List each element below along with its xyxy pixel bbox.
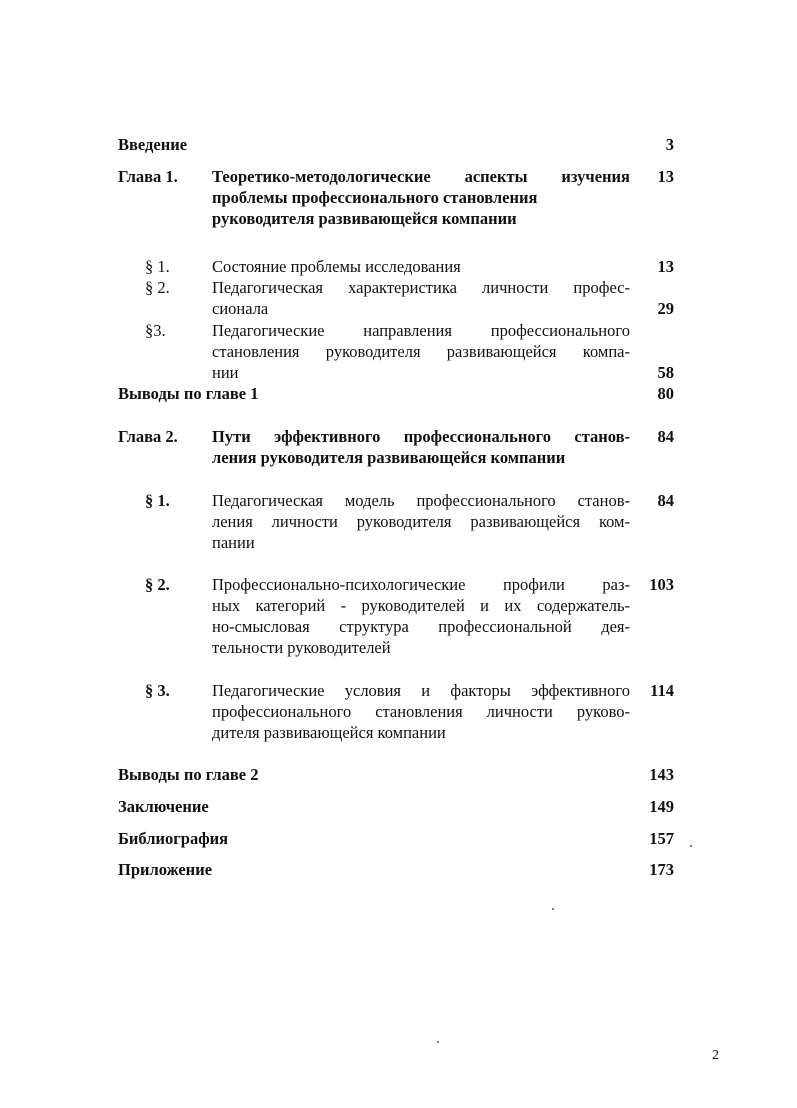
toc-intro-page: 3 <box>665 135 674 154</box>
toc-ch2-sec2-num: § 2. <box>145 575 170 594</box>
toc-ch1-sec3-line: Педагогические направления профессионального <box>212 321 630 340</box>
toc-ch1-sec2-num: § 2. <box>145 278 170 297</box>
toc-ch1-sec3-num: §3. <box>145 321 166 340</box>
toc-ch2-sec3-page: 114 <box>650 681 674 700</box>
scan-speck <box>552 908 554 910</box>
toc-ch2-sec1-num: § 1. <box>145 491 170 510</box>
toc-closing-page: 149 <box>649 797 674 816</box>
toc-ch2-sec1-line: пании <box>212 533 255 552</box>
toc-chapter2-title-line: Пути эффективного профессионального станов- <box>212 427 630 446</box>
toc-closing-label: Библиография <box>118 829 229 848</box>
toc-ch2-sec3-line: дителя развивающейся компании <box>212 723 446 742</box>
toc-chapter1-title-line: руководителя развивающейся компании <box>212 209 517 228</box>
toc-chapter1-title-line: проблемы профессионального становления <box>212 188 538 207</box>
scan-speck <box>690 845 692 847</box>
toc-ch2-sec1-page: 84 <box>657 491 674 510</box>
toc-ch1-sec3-line: становления руководителя развивающейся компа- <box>212 342 630 361</box>
toc-ch2-sec3-line: профессионального становления личности руково- <box>212 702 630 721</box>
toc-chapter1-title-line: Теоретико-методологические аспекты изучения <box>212 167 630 186</box>
toc-chapter1-label: Глава 1. <box>118 167 178 186</box>
scan-speck <box>437 1041 439 1043</box>
toc-ch2-conclusion-page: 143 <box>649 765 674 784</box>
toc-ch1-conclusion-label: Выводы по главе 1 <box>118 384 259 403</box>
toc-chapter2-label: Глава 2. <box>118 427 178 446</box>
toc-closing-page: 173 <box>649 860 674 879</box>
toc-closing-label: Заключение <box>118 797 209 816</box>
toc-ch1-conclusion-page: 80 <box>657 384 674 403</box>
toc-intro-label: Введение <box>118 135 188 154</box>
toc-ch1-sec2-line: Педагогическая характеристика личности профес- <box>212 278 630 297</box>
toc-ch1-sec3-line: нии <box>212 363 239 382</box>
toc-ch2-sec2-line: ных категорий - руководителей и их содержатель- <box>212 596 630 615</box>
toc-ch2-sec3-num: § 3. <box>145 681 170 700</box>
toc-ch2-sec3-line: Педагогические условия и факторы эффективного <box>212 681 630 700</box>
toc-ch1-sec1-line: Состояние проблемы исследования <box>212 257 461 276</box>
toc-ch1-sec3-page: 58 <box>657 363 674 382</box>
toc-ch1-sec1-page: 13 <box>657 257 674 276</box>
toc-ch2-sec2-line: тельности руководителей <box>212 638 391 657</box>
page-number: 2 <box>712 1048 719 1063</box>
toc-ch2-sec2-page: 103 <box>649 575 674 594</box>
toc-ch2-sec1-line: Педагогическая модель профессионального станов- <box>212 491 630 510</box>
toc-ch2-sec2-line: но-смысловая структура профессиональной дея- <box>212 617 630 636</box>
toc-closing-label: Приложение <box>118 860 213 879</box>
toc-closing-page: 157 <box>649 829 674 848</box>
toc-chapter1-page: 13 <box>657 167 674 186</box>
toc-ch2-conclusion-label: Выводы по главе 2 <box>118 765 259 784</box>
toc-ch1-sec2-page: 29 <box>657 299 674 318</box>
toc-ch1-sec2-line: сионала <box>212 299 269 318</box>
toc-ch2-sec2-line: Профессионально-психологические профили раз- <box>212 575 630 594</box>
toc-chapter2-page: 84 <box>657 427 674 446</box>
toc-ch1-sec1-num: § 1. <box>145 257 170 276</box>
toc-chapter2-title-line: ления руководителя развивающейся компании <box>212 448 566 467</box>
toc-ch2-sec1-line: ления личности руководителя развивающейся ком- <box>212 512 630 531</box>
